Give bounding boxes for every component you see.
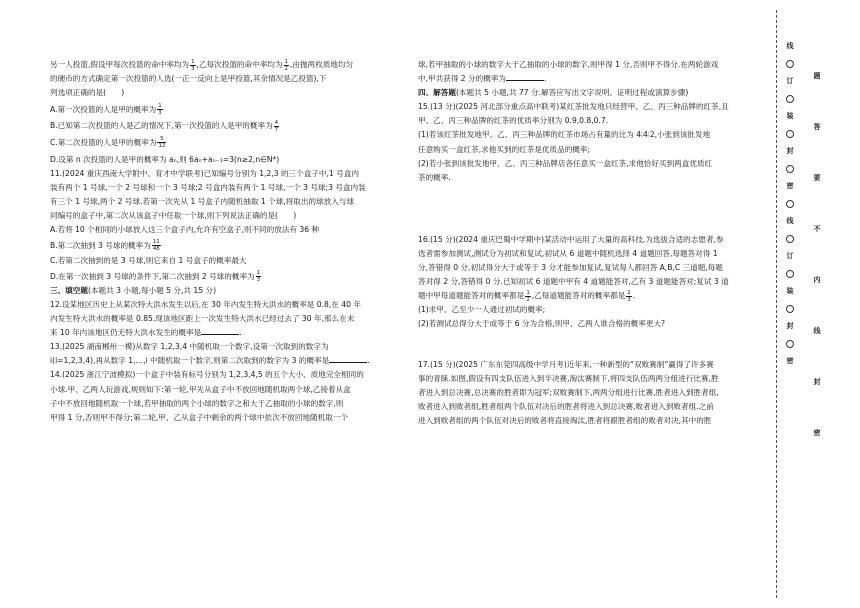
q11-option-b: B.第二次抽到 3 号球的概率为 $\frac{11}{48}$ xyxy=(50,239,160,253)
q14-line1: 14.(2025 浙江宁波模拟)一个盒子中装有标号分别为 1,2,3,4,5 的五个大小、质地完全相同的 xyxy=(50,370,364,380)
q11-line4: 同编号的盒子中,第二次从该盒子中任取一个球,则下列说法正确的是( ) xyxy=(50,210,297,220)
binding-hole-icon xyxy=(786,95,794,103)
fraction: $\frac{5}{12}$ xyxy=(158,136,166,150)
q12-line1: 12.设某地区历史上从某次特大洪水发生以后,在 30 年内发生特大洪水的概率是 0.8,在 40 年 xyxy=(50,300,361,309)
q16-line5: 题中甲每道题能答对的概率都是 $\frac{1}{2}$ ,乙每道题能答对的概率都是 $\frac{2}{3}$ . xyxy=(418,289,636,303)
section-3-heading: 三、填空题(本题共 3 小题,每小题 5 分,共 15 分) xyxy=(50,285,217,295)
binding-char: 题 xyxy=(813,72,821,80)
fraction: $\frac{1}{3}$ xyxy=(158,103,162,117)
q17-line1: 17.(15 分)(2025 广东东莞四高级中学月考)近年来,一种新型的“双败赛制”赢得了许多赛 xyxy=(418,359,714,369)
q11-line3: 有三个 1 号球,两个 2 号球.若第一次先从 1 号盒子内随机抽取 1 个球,将取出的球放入与球 xyxy=(50,196,355,206)
q10-stem-line3: 列选项正确的是( ) xyxy=(50,88,125,98)
q16-line6: (1)求甲、乙至少一人通过初试的概率; xyxy=(418,305,546,315)
fraction: $\frac{1}{3}$ xyxy=(191,58,195,72)
q12-line3: 来 10 年内该地区仍无特大洪水发生的概率是 . xyxy=(50,328,242,338)
binding-char: 内 xyxy=(813,276,821,284)
fraction: $\frac{1}{3}$ xyxy=(256,270,261,284)
answer-blank xyxy=(506,72,544,81)
q14-continued-line2: 中,甲共获得 2 分的概率为 . xyxy=(418,74,547,84)
q10-stem-line1: 另一人投篮,假设甲每次投篮的命中率均为 $\frac{1}{3}$ ,乙每次投篮的命中率均为 $\frac{1}{2}$ ,由抛两枚质地均匀 xyxy=(50,58,354,72)
q17-line4: 败者进入到败者组,胜者组两个队伍对决后的胜者将进入到总决赛,败者进入到败者组.之前 xyxy=(418,401,714,411)
q11-option-a: A.若将 10 个相同的小球放入这三个盒子内,允许有空盒子,则不同的放法有 36 种 xyxy=(50,225,320,235)
binding-char: 订 xyxy=(786,252,794,260)
binding-char: 订 xyxy=(786,77,794,85)
binding-char: 封 xyxy=(813,378,821,386)
binding-char: 密 xyxy=(786,357,794,365)
binding-char: 要 xyxy=(813,174,821,182)
fraction: $\frac{4}{7}$ xyxy=(274,119,279,133)
section-4-heading: 四、解答题(本题共 5 小题,共 77 分.解答应写出文字说明、证明过程或演算步骤) xyxy=(418,88,689,98)
fraction: $\frac{1}{2}$ xyxy=(526,289,530,303)
binding-hole-icon xyxy=(786,60,794,68)
q15-line2: 甲、乙、丙三种品牌的红茶的优质率分别为 0.9,0.8,0.7. xyxy=(418,116,609,126)
q10-option-d: D.设第 n 次投篮的人是甲的概率为 aₙ,则 6aₙ+aₙ₋₁=3(n≥2,n∈N*) xyxy=(50,154,280,164)
binding-hole-icon xyxy=(786,165,794,173)
q10-option-a: A.第一次投篮的人是甲的概率为 $\frac{1}{3}$ xyxy=(50,103,162,117)
q15-line3: (1)若该红茶批发地甲、乙、丙三种品牌的红茶市场占有量的比为 4∶4∶2,小张到该批发地 xyxy=(418,130,711,140)
answer-space xyxy=(418,185,770,233)
q17-line5: 进入到败者组的两个队伍对决后的败者将直接淘汰,胜者将跟胜者组的败者对决,其中的胜 xyxy=(418,415,712,425)
binding-hole-icon xyxy=(786,130,794,138)
q15-line1: 15.(13 分)(2025 河北部分重点高中联考)某红茶批发地只经营甲、乙、丙三种品牌的红茶,且 xyxy=(418,102,729,112)
binding-char: 装 xyxy=(786,112,794,120)
q14-line4: 甲得 1 分,否则甲不得分;第二轮,甲、乙从盒子中剩余的两个球中依次不放回地随机取一个 xyxy=(50,412,349,422)
q14-line3: 子中不放回地随机取一个球,若甲抽取的两个小球的数字之和大于乙抽取的小球的数字,则 xyxy=(50,398,344,408)
q10-stem-line2: 的硬币的方式确定第一次投篮的人选(一正一反向上是甲投篮,其余情况是乙投篮),下 xyxy=(50,74,327,84)
binding-column-1 xyxy=(783,40,797,368)
q11-line2: 装有两个 1 号球,一个 2 号球和一个 3 号球;2 号盒内装有两个 1 号球,一个 3 号球;3 号盒内装 xyxy=(50,182,366,192)
q11-option-d: D.在第一次抽到 3 号球的条件下,第二次抽到 2 号球的概率为 $\frac{1}{3}$ xyxy=(50,270,261,284)
fraction: $\frac{1}{2}$ xyxy=(284,58,288,72)
answer-space xyxy=(418,332,770,358)
binding-hole-icon xyxy=(786,305,794,313)
fraction: $\frac{2}{3}$ xyxy=(627,289,631,303)
binding-char: 封 xyxy=(786,322,794,330)
binding-char: 密 xyxy=(813,429,821,437)
binding-hole-icon xyxy=(786,235,794,243)
right-column xyxy=(418,58,770,428)
binding-dashed-line xyxy=(776,10,777,598)
binding-hole-icon xyxy=(786,270,794,278)
q15-line5: (2)若小张到该批发地甲、乙、丙三种品牌店各任意买一盒红茶,求他恰好买到两盒优质红 xyxy=(418,158,713,168)
q16-line2: 选者需参加测试,测试分为初试和复试,初试从 6 道题中随机选择 4 道题回答,每题答对得 1 xyxy=(418,248,718,258)
q14-continued-line1: 球,若甲抽取的小球的数字大于乙抽取的小球的数字,则甲得 1 分,否则甲不得分.在两轮游戏 xyxy=(418,60,719,69)
q12-line2: 内发生特大洪水的概率是 0.85.现该地区距上一次发生特大洪水已经过去了 30 年,那么在未 xyxy=(50,314,355,324)
q17-line2: 事的青睐.如图,假设有四支队伍进入到半决赛,淘汰赛制下,将四支队伍两两分组进行比赛,胜 xyxy=(418,373,719,383)
binding-char: 装 xyxy=(786,287,794,295)
q13-line1: 13.(2025 湖南郴州一模)从数字 1,2,3,4 中随机取一个数字,设第一次取到的数字为 xyxy=(50,342,329,352)
q16-line4: 答对得 2 分,答错得 0 分.已知初试 6 道题中甲有 4 道题能答对,乙有 3 道题能答对;复试 3 道 xyxy=(418,277,729,287)
q11-option-c: C.若第二次抽到的是 3 号球,则它来自 1 号盒子的概率最大 xyxy=(50,256,247,266)
q13-line2: i(i=1,2,3,4),再从数字 1,…,i 中随机取一个数字,则第二次取到的数字为 3 的概率是 . xyxy=(50,356,370,366)
binding-char: 线 xyxy=(786,217,794,225)
binding-char: 封 xyxy=(786,147,794,155)
left-column xyxy=(50,58,402,425)
q15-line6: 茶的概率. xyxy=(418,172,451,182)
binding-char: 线 xyxy=(786,42,794,50)
binding-char: 答 xyxy=(813,123,821,131)
binding-char: 密 xyxy=(786,182,794,190)
binding-hole-icon xyxy=(786,340,794,348)
q11-line1: 11.(2024 重庆西南大学附中、育才中学联考)已知编号分别为 1,2,3 的三个盒子中,1 号盒内 xyxy=(50,168,359,178)
answer-blank xyxy=(329,354,367,363)
binding-hole-icon xyxy=(786,200,794,208)
q14-line2: 小球.甲、乙两人玩游戏,规则如下:第一轮,甲先从盒子中不放回地随机取两个球,乙接着从盒 xyxy=(50,384,351,394)
q10-option-c: C.第二次投篮的人是甲的概率为 $\frac{5}{12}$ xyxy=(50,136,166,150)
q17-line3: 者进入到总决赛,总决赛的胜者即为冠军;双败赛制下,两两分组进行比赛,胜者进入到胜者组, xyxy=(418,387,719,397)
q16-line3: 分,答错得 0 分,初试得分大于或等于 3 分才能参加复试,复试每人都回答 A,B,C 三道题,每题 xyxy=(418,263,723,273)
binding-char: 不 xyxy=(813,225,821,233)
q16-line1: 16.(15 分)(2024 重庆巴蜀中学期中)某活动中运用了大量的高科技,为选拔合适的志愿者,参 xyxy=(418,234,724,244)
q16-line7: (2)若测试总得分大于或等于 6 分为合格,则甲、乙两人谁合格的概率更大? xyxy=(418,319,666,329)
q10-option-b: B.已知第二次投篮的人是乙的情况下,第一次投篮的人是甲的概率为 $\frac{4}{7}$ xyxy=(50,119,279,133)
binding-column-2 xyxy=(810,70,824,440)
binding-char: 线 xyxy=(813,327,821,335)
fraction: $\frac{11}{48}$ xyxy=(152,239,160,253)
q15-line4: 任意购买一盒红茶,求他买到的红茶是优质品的概率; xyxy=(418,144,591,154)
answer-blank xyxy=(201,326,239,335)
